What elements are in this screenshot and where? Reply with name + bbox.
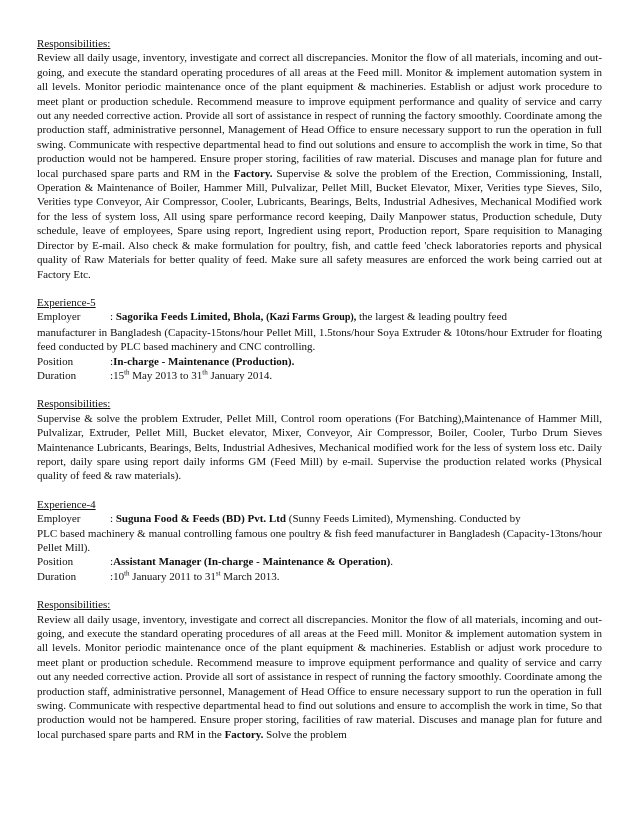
employer-description-continued: manufacturer in Bangladesh (Capacity-15tons/hour Pellet Mill, 1.5tons/hour Soya Extruder & 10tons/hour Extruder for floating feed conducted by PLC based machinery and CNC controlling. (37, 326, 602, 354)
factory-emphasis: Factory. (233, 167, 273, 180)
duration-row (37, 369, 602, 383)
position-end: . (390, 556, 394, 569)
position-label: Position (37, 355, 74, 368)
employer-name: Sagorika Feeds Limited, Bhola, (115, 311, 264, 324)
ordinal-suffix: st (215, 569, 221, 578)
responsibilities-paragraph (37, 613, 602, 743)
duration-day-start: 15 (113, 369, 125, 382)
position-row (37, 555, 602, 569)
duration-day-start: 10 (113, 570, 125, 583)
position-row (37, 355, 602, 369)
ordinal-suffix: th (202, 368, 208, 377)
ordinal-suffix: th (124, 368, 130, 377)
responsibilities-paragraph (37, 51, 602, 282)
employer-description-continued: PLC based machinery & manual controlling famous one poultry & fish feed manufacturer in Bangladesh (Capacity-13tons/hour Pellet Mill). (37, 527, 602, 554)
employer-description: (Sunny Feeds Limited), Mymenshing. Conducted by (288, 513, 521, 526)
separator: : (110, 513, 114, 526)
document-content (37, 37, 602, 742)
employer-description: the largest & leading poultry feed (359, 311, 507, 324)
experience-heading: Experience-5 (37, 296, 96, 309)
position-value-wrap: :Assistant Manager (In-charge - Maintenance & Operation). (110, 556, 394, 569)
separator: : (110, 311, 114, 324)
experience-4-section (37, 498, 602, 584)
paragraph-text: Supervise & solve the problem of the Erection, Commissioning, Install, Operation & Maintenance of Boiler, Hammer Mill, Pulvalizar, Pellet Mill, Bucket Elevator, Mixer, Verities type Sieves, Silo, Verities type Conveyor, Air Compressor, Cooler, Lubricants, Bearings, Belts, Industrial Adhesives, Mechanical Modified work for the less of system loss, All using spare performance record keeping, Daily Manpower status, Production schedule, Duty schedule, leave of employees, Spare using report, Ingredient using report, Production report, Spare requisition to Managing Director by E-mail. Also check & make formulation for poultry, fish, and cattle feed 'check laboratories reports and physical quality of Raw Materials for better quality of feed. Make sure all safety measures are enforced the work being carried out at Factory Etc. (37, 167, 603, 281)
employer-value (110, 512, 602, 526)
position-label: Position (37, 556, 74, 569)
factory-emphasis: Factory. (224, 728, 264, 741)
responsibilities-heading: Responsibilities: (37, 38, 111, 50)
position-value: Assistant Manager (In-charge - Maintenance & Operation) (113, 556, 391, 569)
responsibilities-section-3 (37, 598, 602, 742)
experience-5-section (37, 296, 602, 383)
responsibilities-paragraph: Supervise & solve the problem Extruder, Pellet Mill, Control room operations (For Batching),Maintenance of Hammer Mill, Pulvalizar, Extruder, Pellet Mill, Bucket elevator, Mixer, Conveyor, Air Compressor, Boiler, Cooler, Turbo Drum Sieves Maintenance Lubricants, Bearings, Belts, Industrial Adhesives, Mechanical modified work for the less of system loss etc. Daily report, daily spare using report daily informs GM (Feed Mill) by e-mail. Supervise the production related works (Physical quality of feed & raw materials). (37, 412, 602, 483)
position-value: In-charge - Maintenance (Production). (113, 355, 295, 368)
employer-name: Suguna Food & Feeds (BD) Pvt. Ltd (115, 513, 287, 526)
duration-label: Duration (37, 570, 77, 583)
employer-group: (Kazi Farms Group), (266, 312, 357, 324)
employer-label: Employer (37, 513, 81, 526)
paragraph-text: Review all daily usage, inventory, investigate and correct all discrepancies. Monitor the flow of all materials, incoming and out-going, and execute the standard operating procedures of all areas at the Feed mill. Monitor & implement automation system in all levels. Monitor periodic maintenance once of the plant equipment & machineries. Establish or adjust work procedure to meet plant or production schedule. Recommend measure to improve equipment performance and quality of service and carry out any needed corrective action. Provide all sort of assistance in respect of running the factory smoothly. Coordinate among the production staff, administrative personnel, Management of Head Office to ensure necessary support to run the operation in full swing. Communicate with respective departmental head to find out solutions and ensure to accomplish the work in time, So that production would not be hampered. Ensure proper storing, facilities of raw material. Discuses and manage plan for future and local purchased spare parts and RM in the (37, 52, 602, 180)
experience-heading: Experience-4 (37, 498, 96, 511)
duration-text: January 2011 to 31 (132, 570, 216, 583)
duration-value: :10th January 2011 to 31st March 2013. (110, 569, 280, 583)
employer-value (110, 310, 602, 325)
duration-label: Duration (37, 369, 77, 382)
duration-value: :15th May 2013 to 31th January 2014. (110, 368, 273, 382)
paragraph-text: Solve the problem (266, 728, 347, 741)
duration-text: May 2013 to 31 (132, 369, 203, 382)
position-value-wrap: :In-charge - Maintenance (Production). (110, 355, 295, 368)
employer-row (37, 512, 602, 526)
employer-row (37, 310, 602, 325)
duration-text-end: January 2014. (210, 369, 273, 382)
duration-text-end: March 2013. (223, 570, 280, 583)
duration-row (37, 570, 602, 584)
responsibilities-section-2 (37, 397, 602, 483)
employer-label: Employer (37, 311, 81, 324)
responsibilities-heading: Responsibilities: (37, 398, 111, 411)
responsibilities-section-1 (37, 37, 602, 282)
ordinal-suffix: th (124, 569, 130, 578)
paragraph-text: Review all daily usage, inventory, investigate and correct all discrepancies. Monitor the flow of all materials, incoming and out-going, and execute the standard operating procedures of all areas at the Feed mill. Monitor & implement automation system in all levels. Monitor periodic maintenance once of the plant equipment & machineries. Establish or adjust work procedure to meet plant or production schedule. Recommend measure to improve equipment performance and quality of service and carry out any needed corrective action. Provide all sort of assistance in respect of running the factory smoothly. Coordinate among the production staff, administrative personnel, Management of Head Office to ensure necessary support to run the operation in full swing. Communicate with respective departmental head to find out solutions and ensure to accomplish the work in time, So that production would not be hampered. Ensure proper storing, facilities of raw material. Discuses and manage plan for future and local purchased spare parts and RM in the (37, 613, 602, 741)
responsibilities-heading: Responsibilities: (37, 599, 111, 612)
